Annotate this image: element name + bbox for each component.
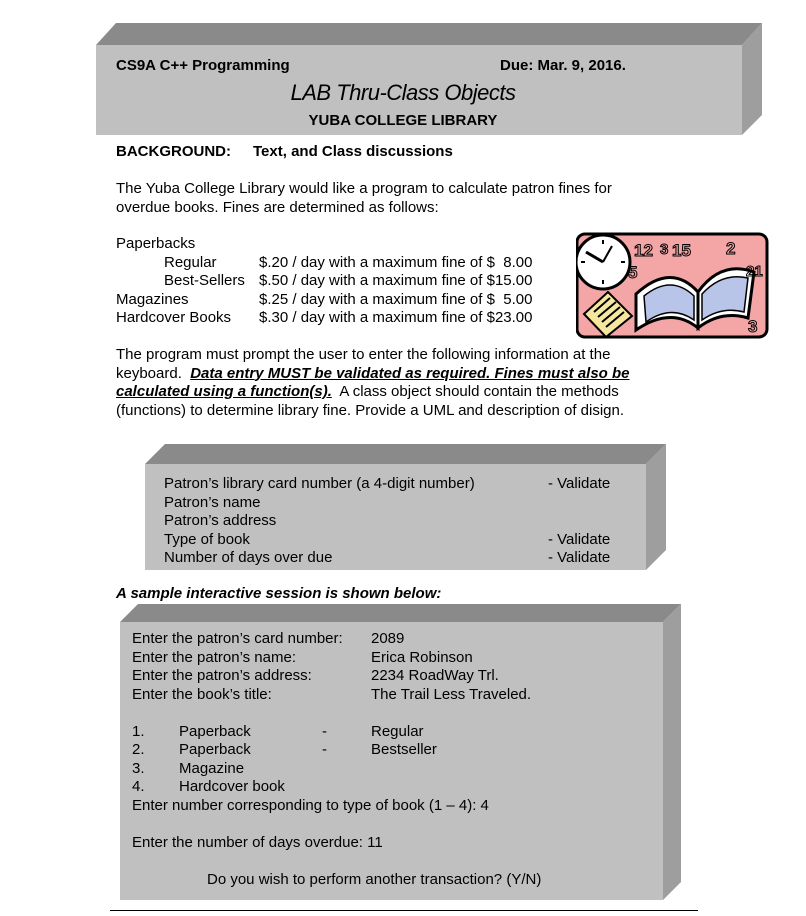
prompt-line-4: (functions) to determine library fine. Provide a UML and description of disign. [116,401,625,419]
menu-dash: - [322,741,327,758]
menu-item [132,723,652,742]
prompt-title: Enter the book’s title: [132,685,272,703]
answer-card-number: 2089 [371,630,405,647]
course-title: CS9A C++ Programming [116,57,290,74]
session-row [132,667,652,686]
hardcover-label: Hardcover Books [116,309,232,326]
answer-address: 2234 RoadWay Trl. [371,667,499,684]
library-subtitle: YUBA COLLEGE LIBRARY [308,112,498,129]
fines-table [116,235,576,328]
clipart-number-3b: 3 [748,317,758,336]
prompt-card-number: Enter the patron’s card number: [132,630,343,647]
session-row [132,649,652,668]
enter-days-line: Enter the number of days overdue: 11 [132,833,383,851]
magazines-label: Magazines [116,290,189,308]
intro-paragraph [116,180,612,217]
background-label: BACKGROUND: [116,143,231,160]
input-item [164,475,624,494]
menu-number: 1. [132,722,145,740]
function-requirement: calculated using a function(s). [116,383,332,400]
menu-type: Hardcover book [179,778,285,795]
session-box-side [663,604,681,900]
input-item [164,549,624,568]
answer-name: Erica Robinson [371,648,473,666]
clipart-number-15: 15 [672,241,691,260]
menu-type: Paperback [179,722,251,740]
regular-label: Regular [164,253,217,271]
clock-icon [576,235,630,289]
input-item [164,512,624,531]
clipart-number-21: 21 [746,263,763,280]
input-item [164,531,624,550]
prompt-address: Enter the patron’s address: [132,667,312,684]
inputs-box-top [145,444,666,464]
bestsellers-value: $.50 / day with a maximum fine of $15.00 [259,272,533,289]
paperbacks-label: Paperbacks [116,235,196,252]
background-line [116,143,453,160]
intro-line-1: The Yuba College Library would like a program to calculate patron fines for [116,180,612,197]
menu-number: 4. [132,778,145,795]
enter-type-line: Enter number corresponding to type of book (1 – 4): 4 [132,796,489,814]
menu-type: Paperback [179,741,251,758]
prompt-line-1: The program must prompt the user to enter the following information at the [116,346,611,363]
menu-dash: - [322,722,327,740]
prompt-line-2-text: keyboard. [116,364,191,382]
answer-title: The Trail Less Traveled. [371,685,532,703]
prompt-paragraph [116,346,686,420]
header-box-top [96,23,762,45]
menu-subtype: Bestseller [371,741,437,758]
prompt-line-2 [116,365,686,384]
input-item-label: Number of days over due [164,549,333,566]
another-transaction-line: Do you wish to perform another transaction? (Y/N) [207,870,542,888]
library-clipart [576,232,770,340]
sample-session-heading: A sample interactive session is shown below: [116,585,442,602]
validate-note: - Validate [548,475,611,492]
due-date: Due: Mar. 9, 2016. [500,57,626,74]
menu-number: 3. [132,759,145,777]
input-item [164,494,624,513]
prompt-name: Enter the patron’s name: [132,648,296,666]
lab-title: LAB Thru-Class Objects [290,80,516,105]
menu-subtype: Regular [371,722,424,740]
clipart-number-12: 12 [634,241,653,260]
intro-line-2: overdue books. Fines are determined as follows: [116,198,439,216]
prompt-line-3-text: A class object should contain the methods [331,383,619,400]
background-text: Text, and Class discussions [253,143,453,160]
input-item-label: Patron’s library card number (a 4-digit number) [164,475,475,492]
menu-item [132,778,652,797]
session-box-top [120,604,681,622]
validation-requirement: Data entry MUST be validated as required. Fines must also be [190,364,630,382]
clipart-number-2: 2 [726,239,736,258]
prompt-line-3 [116,383,686,402]
clipart-number-5: 5 [628,263,638,282]
sample-session [132,630,652,889]
session-row [132,686,652,705]
page-bottom-rule [110,910,698,911]
menu-number: 2. [132,741,145,758]
session-row [132,630,652,649]
validate-note: - Validate [548,530,611,548]
validate-note: - Validate [548,549,611,566]
magazines-value: $.25 / day with a maximum fine of $ 5.00 [259,290,533,308]
menu-item [132,760,652,779]
input-item-label: Patron’s address [164,512,277,529]
input-item-label: Type of book [164,530,250,548]
menu-type: Magazine [179,759,245,777]
inputs-box-side [646,444,666,570]
clipart-number-3: 3 [660,241,669,258]
input-item-label: Patron’s name [164,493,261,511]
hardcover-value: $.30 / day with a maximum fine of $23.00 [259,309,533,326]
menu-item [132,741,652,760]
bestsellers-label: Best-Sellers [164,272,245,289]
required-inputs-list [164,475,624,568]
regular-value: $.20 / day with a maximum fine of $ 8.00 [259,253,533,271]
